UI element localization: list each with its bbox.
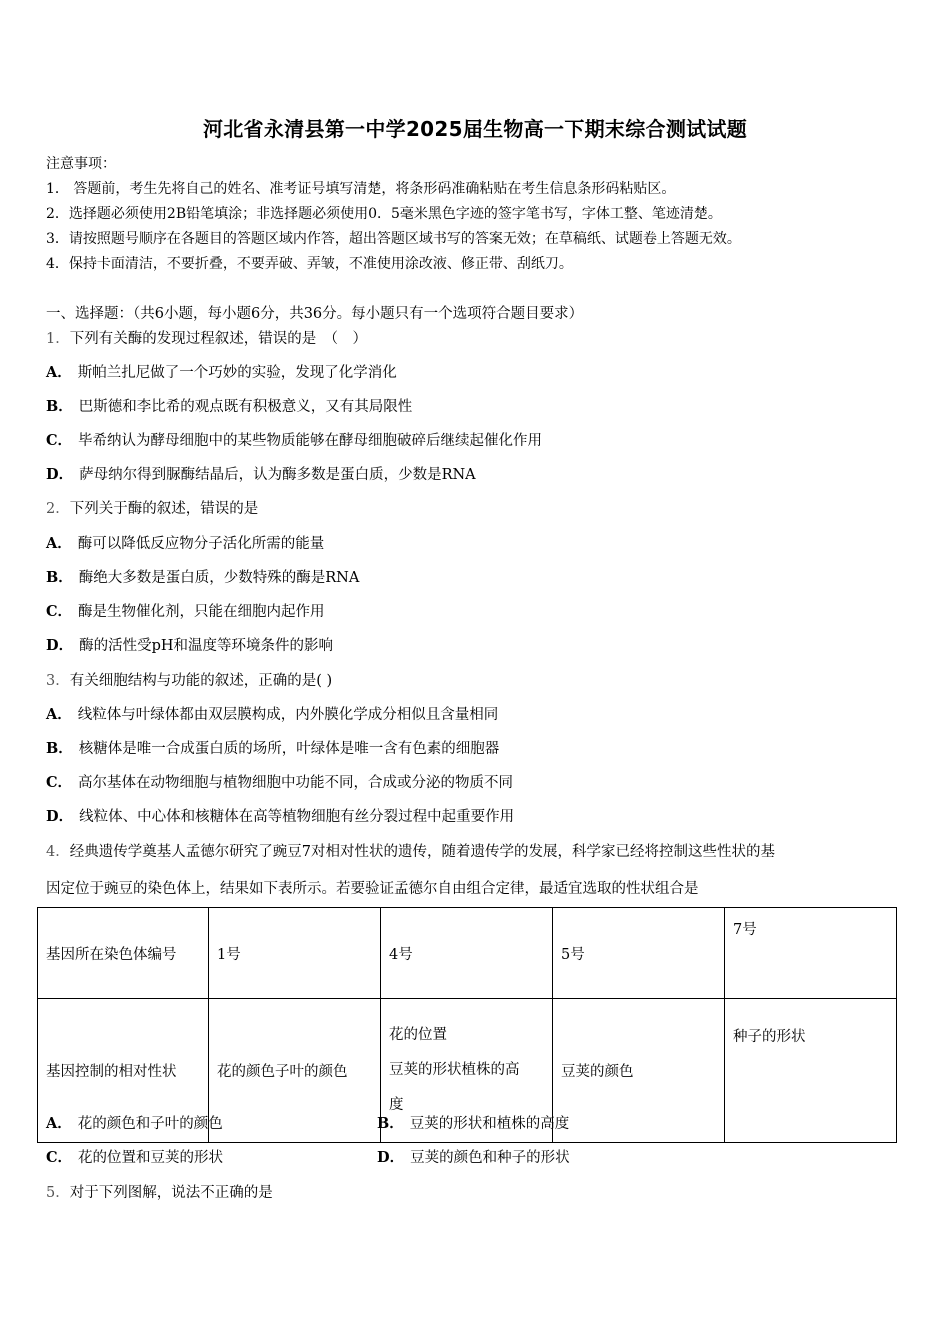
table-cell: 花的颜色子叶的颜色 [209, 999, 381, 1143]
option-letter: B． [46, 569, 73, 586]
section-heading: 一、选择题：（共6小题，每小题6分，共36分。每小题只有一个选项符合题目要求） [46, 306, 584, 322]
option-text: 豆荚的形状和植株的高度 [409, 1116, 570, 1132]
option-letter: B． [46, 740, 73, 757]
question-number: 3． [46, 673, 70, 689]
option-letter: A． [46, 535, 72, 552]
gene-table [37, 907, 897, 1143]
cell-line: 花的位置 [389, 1027, 447, 1043]
question-text: 下列关于酶的叙述，错误的是 [69, 501, 259, 517]
table-cell: 种子的形状 [725, 999, 897, 1143]
cell-line: 豆荚的形状植株的高 [389, 1062, 520, 1078]
option-letter: C． [46, 603, 73, 620]
question-4-stem [46, 840, 775, 861]
option-letter: A． [46, 706, 72, 723]
option-text: 线粒体、中心体和核糖体在高等植物细胞有丝分裂过程中起重要作用 [79, 809, 515, 825]
table-cell: 1号 [209, 908, 381, 999]
question-number: 4． [46, 844, 70, 860]
q4-option-c[interactable] [46, 1146, 223, 1167]
q2-option-a[interactable] [46, 532, 324, 553]
option-letter: B． [377, 1115, 404, 1132]
note-item: 1． 答题前，考生先将自己的姓名、准考证号填写清楚，将条形码准确粘贴在考生信息条形码粘贴区。 [46, 181, 676, 197]
note-item: 2．选择题必须使用2B铅笔填涂；非选择题必须使用0．5毫米黑色字迹的签字笔书写，字体工整、笔迹清楚。 [46, 206, 722, 222]
table-cell: 4号 [381, 908, 553, 999]
q4-option-d[interactable] [377, 1146, 570, 1167]
question-text: 对于下列图解，说法不正确的是 [69, 1185, 273, 1201]
q2-option-b[interactable] [46, 566, 359, 587]
question-number: 1． [46, 331, 70, 347]
notes-heading: 注意事项： [46, 156, 116, 172]
q1-option-d[interactable] [46, 463, 476, 484]
option-letter: D． [377, 1149, 405, 1166]
cell-line: 度 [389, 1097, 404, 1113]
option-letter: C． [46, 432, 73, 449]
option-text: 花的颜色和子叶的颜色 [77, 1116, 223, 1132]
question-number: 5． [46, 1185, 70, 1201]
q2-option-c[interactable] [46, 600, 325, 621]
option-text: 酶可以降低反应物分子活化所需的能量 [77, 536, 325, 552]
table-cell: 基因控制的相对性状 [38, 999, 209, 1143]
option-letter: A． [46, 1115, 72, 1132]
question-text: 下列有关酶的发现过程叙述，错误的是 （ ） [69, 331, 367, 347]
question-2-stem [46, 497, 258, 518]
option-letter: D． [46, 637, 74, 654]
option-text: 巴斯德和李比希的观点既有积极意义，又有其局限性 [78, 399, 413, 415]
option-letter: D． [46, 466, 74, 483]
question-3-stem [46, 669, 332, 690]
q1-option-a[interactable] [46, 361, 397, 382]
table-cell: 豆荚的颜色 [553, 999, 725, 1143]
question-4-stem-cont: 因定位于豌豆的染色体上，结果如下表所示。若要验证孟德尔自由组合定律，最适宜选取的性状组合是 [46, 881, 699, 897]
option-text: 斯帕兰扎尼做了一个巧妙的实验，发现了化学消化 [77, 365, 397, 381]
option-letter: B． [46, 398, 73, 415]
option-text: 核糖体是唯一合成蛋白质的场所，叶绿体是唯一含有色素的细胞器 [78, 741, 500, 757]
option-text: 线粒体与叶绿体都由双层膜构成，内外膜化学成分相似且含量相同 [77, 707, 499, 723]
page-title: 河北省永清县第一中学2025届生物高一下期末综合测试试题 [202, 117, 748, 141]
option-text: 高尔基体在动物细胞与植物细胞中功能不同，合成或分泌的物质不同 [78, 775, 514, 791]
option-text: 毕希纳认为酵母细胞中的某些物质能够在酵母细胞破碎后继续起催化作用 [78, 433, 543, 449]
q1-option-b[interactable] [46, 395, 412, 416]
table-row [38, 908, 897, 999]
q3-option-a[interactable] [46, 703, 498, 724]
option-text: 酶绝大多数是蛋白质，少数特殊的酶是RNA [78, 570, 360, 586]
option-letter: C． [46, 1149, 73, 1166]
q4-option-a[interactable] [46, 1112, 223, 1133]
table-cell: 5号 [553, 908, 725, 999]
option-letter: A． [46, 364, 72, 381]
option-text: 花的位置和豆荚的形状 [78, 1150, 224, 1166]
q3-option-b[interactable] [46, 737, 499, 758]
note-item: 3．请按照题号顺序在各题目的答题区域内作答，超出答题区域书写的答案无效；在草稿纸、试题卷上答题无效。 [46, 231, 741, 247]
option-text: 豆荚的颜色和种子的形状 [410, 1150, 570, 1166]
question-text: 经典遗传学奠基人孟德尔研究了豌豆7对相对性状的遗传，随着遗传学的发展，科学家已经将控制这些性状的基 [69, 844, 775, 860]
question-1-stem [46, 327, 367, 348]
table-cell: 7号 [725, 908, 897, 999]
option-text: 萨母纳尔得到脲酶结晶后，认为酶多数是蛋白质，少数是RNA [79, 467, 476, 483]
q2-option-d[interactable] [46, 634, 333, 655]
option-text: 酶是生物催化剂，只能在细胞内起作用 [78, 604, 325, 620]
note-item: 4．保持卡面清洁，不要折叠，不要弄破、弄皱，不准使用涂改液、修正带、刮纸刀。 [46, 256, 573, 272]
q3-option-d[interactable] [46, 805, 514, 826]
q3-option-c[interactable] [46, 771, 513, 792]
table-cell: 基因所在染色体编号 [38, 908, 209, 999]
question-5-stem [46, 1181, 273, 1202]
question-number: 2． [46, 501, 70, 517]
option-text: 酶的活性受pH和温度等环境条件的影响 [79, 638, 334, 654]
q4-option-b[interactable] [377, 1112, 569, 1133]
option-letter: C． [46, 774, 73, 791]
q1-option-c[interactable] [46, 429, 542, 450]
question-text: 有关细胞结构与功能的叙述，正确的是( ) [69, 673, 333, 689]
option-letter: D． [46, 808, 74, 825]
